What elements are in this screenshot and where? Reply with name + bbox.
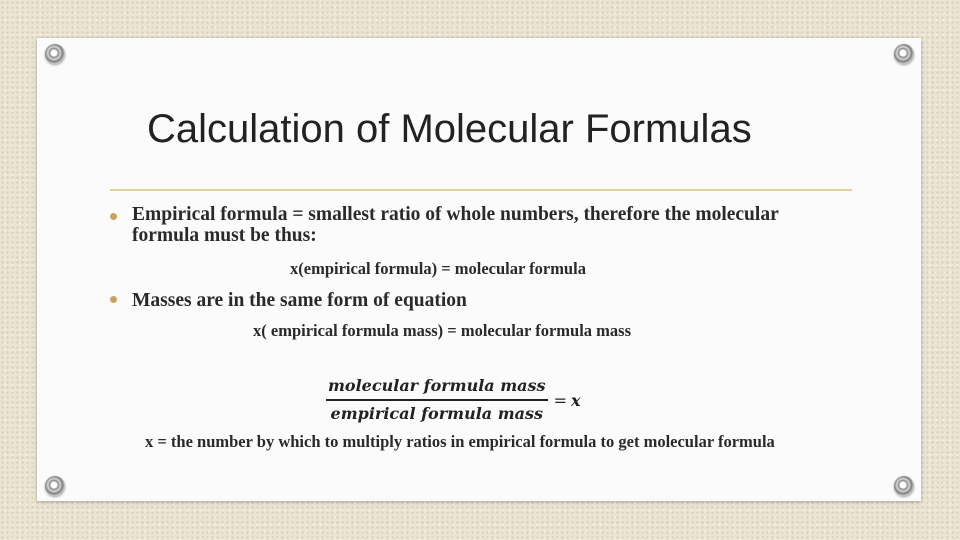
pin-icon [894,44,914,64]
pin-icon [45,476,65,496]
fraction-numerator: molecular formula mass [328,376,546,396]
result-variable: x [570,390,581,410]
bullet-icon [110,296,117,303]
slide-title: Calculation of Molecular Formulas [147,107,752,151]
mass-ratio-formula [326,374,581,426]
fraction [326,376,548,424]
equation: x( empirical formula mass) = molecular formula mass [253,321,631,340]
equals-sign: = [553,390,567,410]
definition-note: x = the number by which to multiply ratios in empirical formula to get molecular formula [145,432,775,451]
fraction-bar [326,399,548,401]
bullet-text: Masses are in the same form of equation [132,290,467,311]
pin-icon [45,44,65,64]
bullet-text: Empirical formula = smallest ratio of whole numbers, therefore the molecular formula must be thus: [132,204,779,246]
equation: x(empirical formula) = molecular formula [290,259,586,278]
fraction-denominator: empirical formula mass [330,403,544,423]
pin-icon [894,476,914,496]
title-divider [110,189,852,191]
bullet-icon [110,213,117,220]
